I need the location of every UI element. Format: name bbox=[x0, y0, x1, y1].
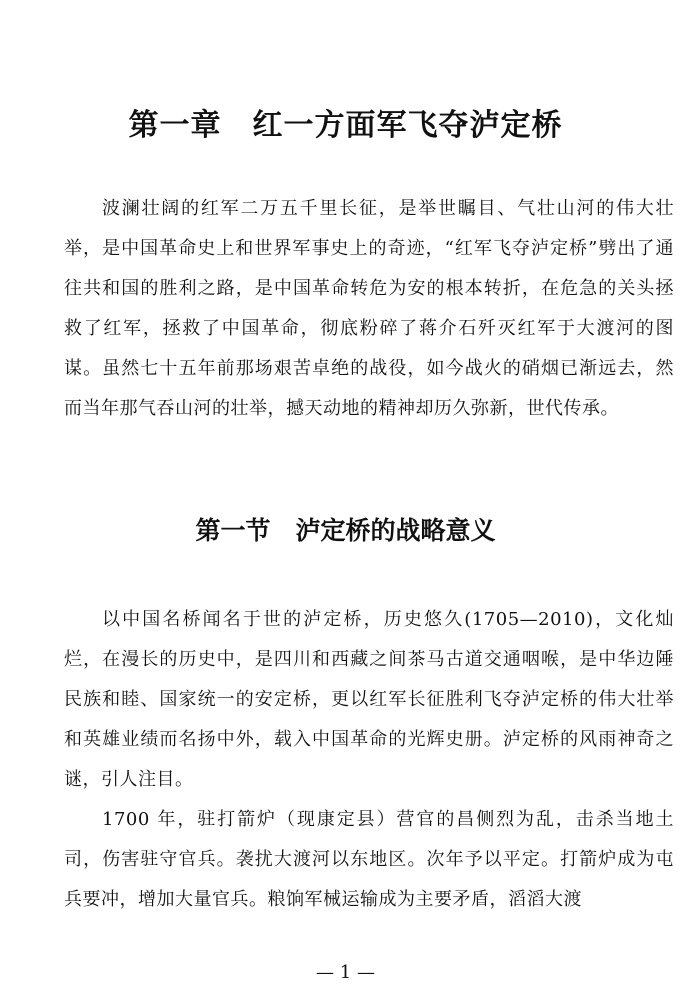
page-number: — 1 — bbox=[316, 962, 375, 983]
section-title: 第一节 泸定桥的战略意义 bbox=[195, 516, 496, 545]
section-paragraph-1: 以中国名桥闻名于世的泸定桥，历史悠久(1705—2010)，文化灿烂，在漫长的历史中，是四川和西藏之间茶马古道交通咽喉，是中华边陲民族和睦、国家统一的安定桥，更以红军长征胜利飞夺泸定桥的伟大壮举和英雄业绩而名扬中外，载入中国革命的光辉史册。泸定桥的风雨神奇之谜，引人注目。 bbox=[64, 609, 674, 790]
section-paragraph-2: 1700 年，驻打箭炉（现康定县）营官的昌侧烈为乱，击杀当地土司，伤害驻守官兵。袭扰大渡河以东地区。次年予以平定。打箭炉成为屯兵要冲，增加大量官兵。粮饷军械运输成为主要矛盾，滔滔大渡 bbox=[64, 809, 674, 910]
chapter-title: 第一章 红一方面军飞夺泸定桥 bbox=[128, 108, 563, 143]
intro-paragraph: 波澜壮阔的红军二万五千里长征，是举世瞩目、气壮山河的伟大壮举，是中国革命史上和世界军事史上的奇迹，“红军飞夺泸定桥”劈出了通往共和国的胜利之路，是中国革命转危为安的根本转折，在危急的关头拯救了红军，拯救了中国革命，彻底粉碎了蒋介石歼灭红军于大渡河的图谋。虽然七十五年前那场艰苦卓绝的战役，如今战火的硝烟已渐远去，然而当年那气吞山河的壮举，撼天动地的精神却历久弥新，世代传承。 bbox=[64, 198, 674, 419]
